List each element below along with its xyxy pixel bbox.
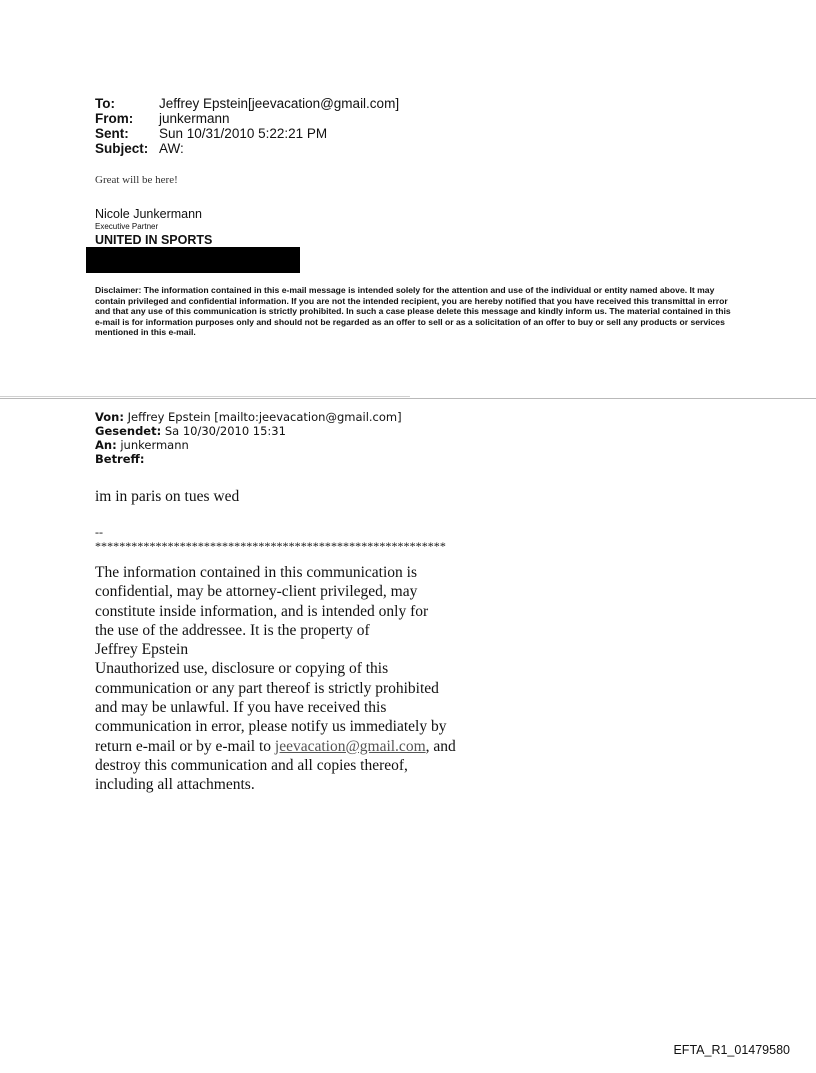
conf-line-return [95,737,515,756]
an-label: An: [95,438,117,452]
subject-value: AW: [159,141,184,156]
conf-line: constitute inside information, and is intended only for [95,602,429,620]
conf-line: and may be unlawful. If you have received this [95,699,387,717]
gesendet-row [95,424,286,438]
conf-line: confidential, may be attorney-client privileged, may [95,583,418,601]
conf-line: The information contained in this communication is [95,564,417,581]
betreff-row [95,452,144,466]
conf-line: the use of the addressee. It is the property of [95,621,370,639]
confidentiality-notice [95,563,515,795]
conf-return-prefix: return e-mail or by e-mail to [95,737,275,755]
conf-line: communication in error, please notify us immediately by [95,718,447,736]
gesendet-label: Gesendet: [95,424,162,438]
an-value: junkermann [120,438,189,452]
divider [0,398,816,399]
subject-label: Subject: [95,141,149,156]
von-label: Von: [95,410,124,424]
forwarded-message: im in paris on tues wed [95,488,240,505]
von-row [95,410,402,424]
to-value: Jeffrey Epstein[jeevacation@gmail.com] [159,96,400,111]
from-label: From: [95,111,134,126]
divider-upper [0,396,410,397]
to-label: To: [95,96,115,111]
von-value: Jeffrey Epstein [mailto:jeevacation@gmail.com] [127,410,402,424]
sent-label: Sent: [95,126,129,141]
conf-return-suffix: , and [425,737,456,755]
signature-title: Executive Partner [95,222,159,231]
signature-dash: -- [95,525,103,539]
betreff-label: Betreff: [95,452,145,466]
from-value: junkermann [159,111,230,126]
signature-name: Nicole Junkermann [95,207,202,221]
asterisk-separator: ********************************************************** [95,539,446,553]
disclaimer-text: Disclaimer: The information contained in this e-mail message is intended solely for the attention and use of the individual or entity named above. It may contain privileged and confidential information. If you are not the intended recipient, you are hereby notified that you have received this transmittal in error and that any use of this communication is strictly prohibited. In such a case please delete this message and kindly inform us. The material contained in this e-mail is for information purposes only and should not be regarded as an offer to sell or as a solicitation of an offer to buy or sell any products or services mentioned in this e-mail. [95,285,731,337]
an-row [95,438,189,452]
conf-line: destroy this communication and all copies thereof, [95,756,408,774]
conf-line: communication or any part thereof is strictly prohibited [95,679,439,697]
document-id: EFTA_R1_01479580 [673,1043,790,1057]
conf-line: Unauthorized use, disclosure or copying of this [95,660,389,678]
gesendet-value: Sa 10/30/2010 15:31 [164,424,286,438]
email-link[interactable]: jeevacation@gmail.com [274,737,426,755]
signature-company: UNITED IN SPORTS [95,233,213,247]
redaction-block [86,247,300,273]
conf-line: including all attachments. [95,776,255,794]
reply-greeting: Great will be here! [95,174,178,186]
conf-line: Jeffrey Epstein [95,641,189,659]
sent-value: Sun 10/31/2010 5:22:21 PM [159,126,328,141]
